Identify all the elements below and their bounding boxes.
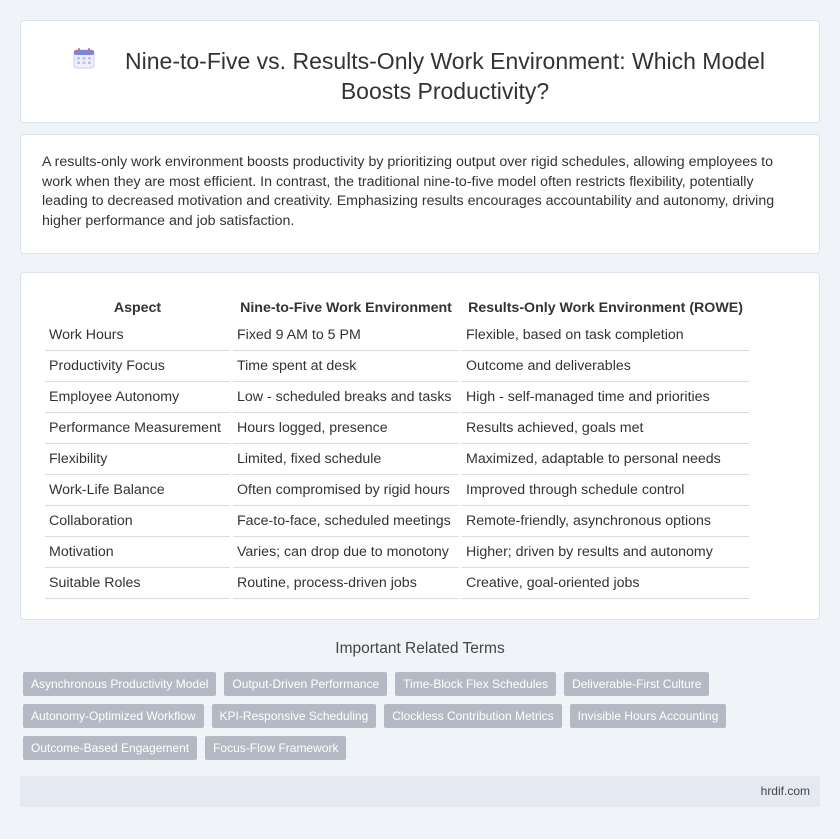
comparison-table: [42, 296, 752, 599]
header-aspect: Aspect: [113, 300, 162, 316]
table-row: [45, 568, 749, 599]
term-tag[interactable]: Asynchronous Productivity Model: [23, 672, 216, 696]
table-cell: Collaboration: [45, 506, 230, 537]
term-tag[interactable]: Focus-Flow Framework: [205, 736, 346, 760]
term-tag[interactable]: Clockless Contribution Metrics: [384, 704, 561, 728]
tag-row: [23, 736, 813, 760]
table-row: [45, 413, 749, 444]
table-cell: Creative, goal-oriented jobs: [462, 568, 749, 599]
table-cell: Routine, process-driven jobs: [233, 568, 459, 599]
tag-row: [23, 704, 813, 728]
table-cell: Often compromised by rigid hours: [233, 475, 459, 506]
table-cell: Improved through schedule control: [462, 475, 749, 506]
table-row: [45, 506, 749, 537]
table-cell: Flexible, based on task completion: [462, 320, 749, 351]
table-cell: Varies; can drop due to monotony: [233, 537, 459, 568]
table-cell: Work-Life Balance: [45, 475, 230, 506]
term-tag[interactable]: Outcome-Based Engagement: [23, 736, 197, 760]
table-cell: Higher; driven by results and autonomy: [462, 537, 749, 568]
table-cell: Maximized, adaptable to personal needs: [462, 444, 749, 475]
table-cell: Performance Measurement: [45, 413, 230, 444]
table-row: [45, 351, 749, 382]
table-row: [45, 444, 749, 475]
table-row: [45, 475, 749, 506]
term-tag[interactable]: KPI-Responsive Scheduling: [212, 704, 377, 728]
related-terms-heading: Important Related Terms: [335, 640, 505, 657]
table-cell: Time spent at desk: [233, 351, 459, 382]
site-name[interactable]: hrdif.com: [760, 784, 810, 798]
term-tag[interactable]: Time-Block Flex Schedules: [395, 672, 556, 696]
tag-row: [23, 672, 813, 696]
header-nine-to-five: Nine-to-Five Work Environment: [240, 300, 452, 316]
title-card: [20, 20, 820, 123]
term-tag[interactable]: Autonomy-Optimized Workflow: [23, 704, 204, 728]
table-cell: Outcome and deliverables: [462, 351, 749, 382]
table-cell: Remote-friendly, asynchronous options: [462, 506, 749, 537]
table-cell: Results achieved, goals met: [462, 413, 749, 444]
footer-bar: [20, 776, 820, 807]
term-tag[interactable]: Deliverable-First Culture: [564, 672, 709, 696]
related-terms: [23, 672, 813, 768]
table-cell: High - self-managed time and priorities: [462, 382, 749, 413]
table-cell: Flexibility: [45, 444, 230, 475]
term-tag[interactable]: Output-Driven Performance: [224, 672, 387, 696]
table-cell: Limited, fixed schedule: [233, 444, 459, 475]
table-cell: Productivity Focus: [45, 351, 230, 382]
table-cell: Employee Autonomy: [45, 382, 230, 413]
summary-paragraph: A results-only work environment boosts productivity by prioritizing output over rigid schedules, allowing employees to work when they are most efficient. In contrast, the traditional nine-to-five model often restricts flexibility, potentially leading to decreased motivation and creativity. Emphasizing results encourages accountability and autonomy, driving higher performance and job satisfaction.: [42, 154, 775, 229]
table-cell: Suitable Roles: [45, 568, 230, 599]
table-cell: Hours logged, presence: [233, 413, 459, 444]
table-cell: Fixed 9 AM to 5 PM: [233, 320, 459, 351]
table-cell: Face-to-face, scheduled meetings: [233, 506, 459, 537]
term-tag[interactable]: Invisible Hours Accounting: [570, 704, 727, 728]
table-cell: Work Hours: [45, 320, 230, 351]
header-rowe: Results-Only Work Environment (ROWE): [468, 300, 743, 316]
table-cell: Motivation: [45, 537, 230, 568]
table-row: [45, 382, 749, 413]
table-row: [45, 320, 749, 351]
table-cell: Low - scheduled breaks and tasks: [233, 382, 459, 413]
table-header-row: [45, 296, 749, 320]
page-title: Nine-to-Five vs. Results-Only Work Environment: Which Model Boosts Productivity?: [125, 48, 765, 104]
summary-card: [20, 134, 820, 254]
comparison-card: [20, 272, 820, 620]
table-row: [45, 537, 749, 568]
